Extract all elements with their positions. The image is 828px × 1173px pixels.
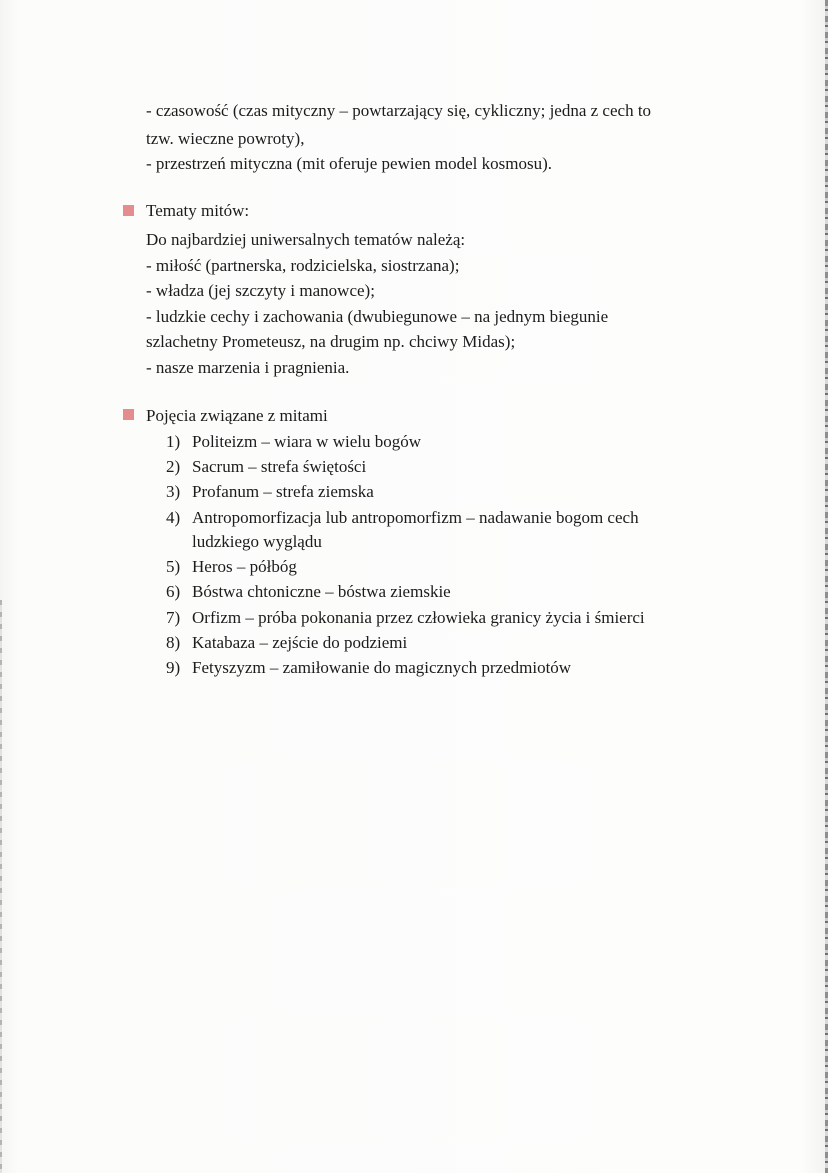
section-heading-concepts: Pojęcia związane z mitami [146,406,328,425]
list-item: Heros – półbóg [192,557,297,576]
list-item-number: 5) [166,557,181,576]
intro-line: tzw. wieczne powroty), [146,129,305,148]
list-item: Antropomorfizacja lub antropomorfizm – nadawanie bogom cech [192,508,639,527]
list-item-number: 7) [166,608,181,627]
themes-line: Do najbardziej uniwersalnych tematów należą: [146,230,466,249]
square-bullet-icon [123,409,134,420]
list-item-continuation: ludzkiego wyglądu [192,532,322,551]
section-heading-themes: Tematy mitów: [146,201,250,220]
list-item: Katabaza – zejście do podziemi [192,633,408,652]
square-bullet-icon [123,205,134,216]
scan-edge-left [0,600,2,1173]
list-item: Profanum – strefa ziemska [192,482,374,501]
list-item: Fetyszyzm – zamiłowanie do magicznych przedmiotów [192,658,572,677]
list-item-number: 3) [166,482,181,501]
list-item-number: 9) [166,658,181,677]
themes-line: - ludzkie cechy i zachowania (dwubiegunowe – na jednym biegunie [146,307,609,326]
list-item: Orfizm – próba pokonania przez człowieka granicy życia i śmierci [192,608,645,627]
list-item: Bóstwa chtoniczne – bóstwa ziemskie [192,582,451,601]
list-item-number: 8) [166,633,181,652]
themes-line: - nasze marzenia i pragnienia. [146,358,350,377]
list-item-number: 2) [166,457,181,476]
themes-line: - miłość (partnerska, rodzicielska, siostrzana); [146,256,460,275]
intro-line: - przestrzeń mityczna (mit oferuje pewien model kosmosu). [146,154,552,173]
list-item-number: 1) [166,432,181,451]
themes-line: - władza (jej szczyty i manowce); [146,281,375,300]
list-item-number: 6) [166,582,181,601]
list-item: Sacrum – strefa świętości [192,457,367,476]
intro-line: - czasowość (czas mityczny – powtarzający się, cykliczny; jedna z cech to [146,101,652,120]
list-item-number: 4) [166,508,181,527]
list-item: Politeizm – wiara w wielu bogów [192,432,421,451]
themes-line: szlachetny Prometeusz, na drugim np. chciwy Midas); [146,332,516,351]
